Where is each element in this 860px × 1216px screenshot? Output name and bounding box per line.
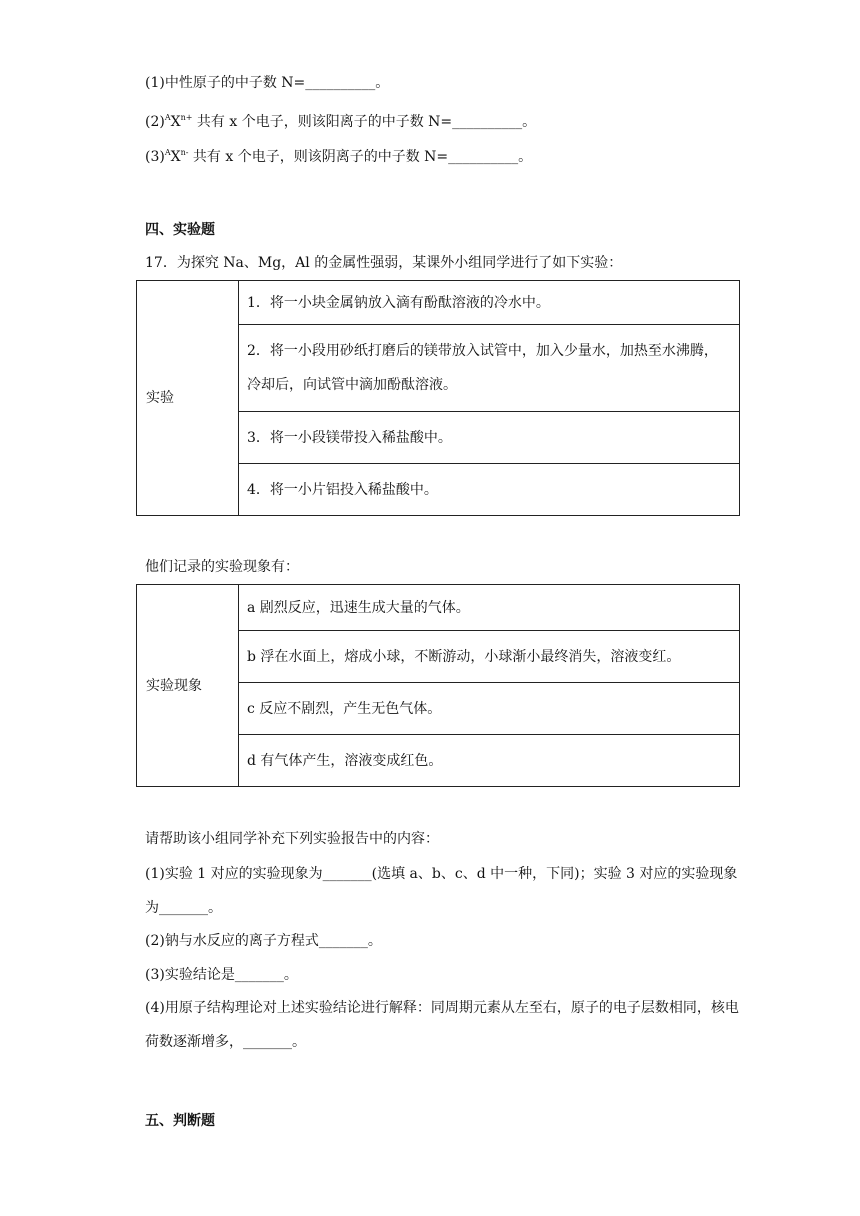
phenomenon-table-label: 实验现象 (137, 585, 239, 787)
experiment-table-label: 实验 (137, 281, 239, 516)
cation-charge: n+ (180, 113, 193, 122)
cation-index: (2) (145, 114, 165, 130)
phenomenon-row: a 剧烈反应，迅速生成大量的气体。 (239, 585, 740, 631)
question-neutral-atom: (1)中性原子的中子数 N=__________。 (145, 75, 390, 91)
question-17: 17．为探究 Na、Mg，Al 的金属性强弱，某课外小组同学进行了如下实验： (145, 255, 623, 271)
experiment-row: 1．将一小块金属钠放入滴有酚酞溶液的冷水中。 (239, 281, 740, 325)
record-intro: 他们记录的实验现象有： (145, 559, 299, 575)
phenomenon-row: b 浮在水面上，熔成小球，不断游动，小球渐小最终消失，溶液变红。 (239, 631, 740, 683)
section-heading-judgement: 五、判断题 (145, 1113, 215, 1129)
report-question-4: (4)用原子结构理论对上述实验结论进行解释：同周期元素从左至右，原子的电子层数相同，核电荷数逐渐增多，_______。 (145, 1000, 739, 1050)
report-question-2: (2)钠与水反应的离子方程式_______。 (145, 933, 382, 949)
phenomenon-row: d 有气体产生，溶液变成红色。 (239, 735, 740, 787)
phenomenon-row: c 反应不剧烈，产生无色气体。 (239, 683, 740, 735)
question-cation (145, 108, 536, 132)
report-question-3: (3)实验结论是_______。 (145, 967, 298, 983)
section-heading-experiment: 四、实验题 (145, 222, 215, 238)
cation-text: 共有 x 个电子，则该阳离子的中子数 N=__________。 (192, 114, 537, 130)
question-anion (145, 143, 532, 167)
experiment-row: 3．将一小段镁带投入稀盐酸中。 (239, 412, 740, 464)
experiment-row: 2．将一小段用砂纸打磨后的镁带放入试管中，加入少量水，加热至水沸腾，冷却后，向试管中滴加酚酞溶液。 (239, 325, 740, 412)
anion-text: 共有 x 个电子，则该阴离子的中子数 N=__________。 (188, 149, 533, 165)
anion-index: (3) (145, 149, 165, 165)
anion-charge: n- (180, 148, 189, 157)
report-intro: 请帮助该小组同学补充下列实验报告中的内容： (145, 831, 439, 847)
anion-symbol: X (170, 149, 181, 165)
experiment-table (136, 280, 740, 516)
cation-symbol: X (170, 114, 181, 130)
experiment-row: 4．将一小片铝投入稀盐酸中。 (239, 464, 740, 516)
report-question-1: (1)实验 1 对应的实验现象为_______(选填 a、b、c、d 中一种，下同)；实验 3 对应的实验现象为_______。 (145, 866, 738, 916)
anion-mass-number: A (164, 148, 171, 157)
cation-mass-number: A (164, 113, 171, 122)
phenomenon-table (136, 584, 740, 787)
